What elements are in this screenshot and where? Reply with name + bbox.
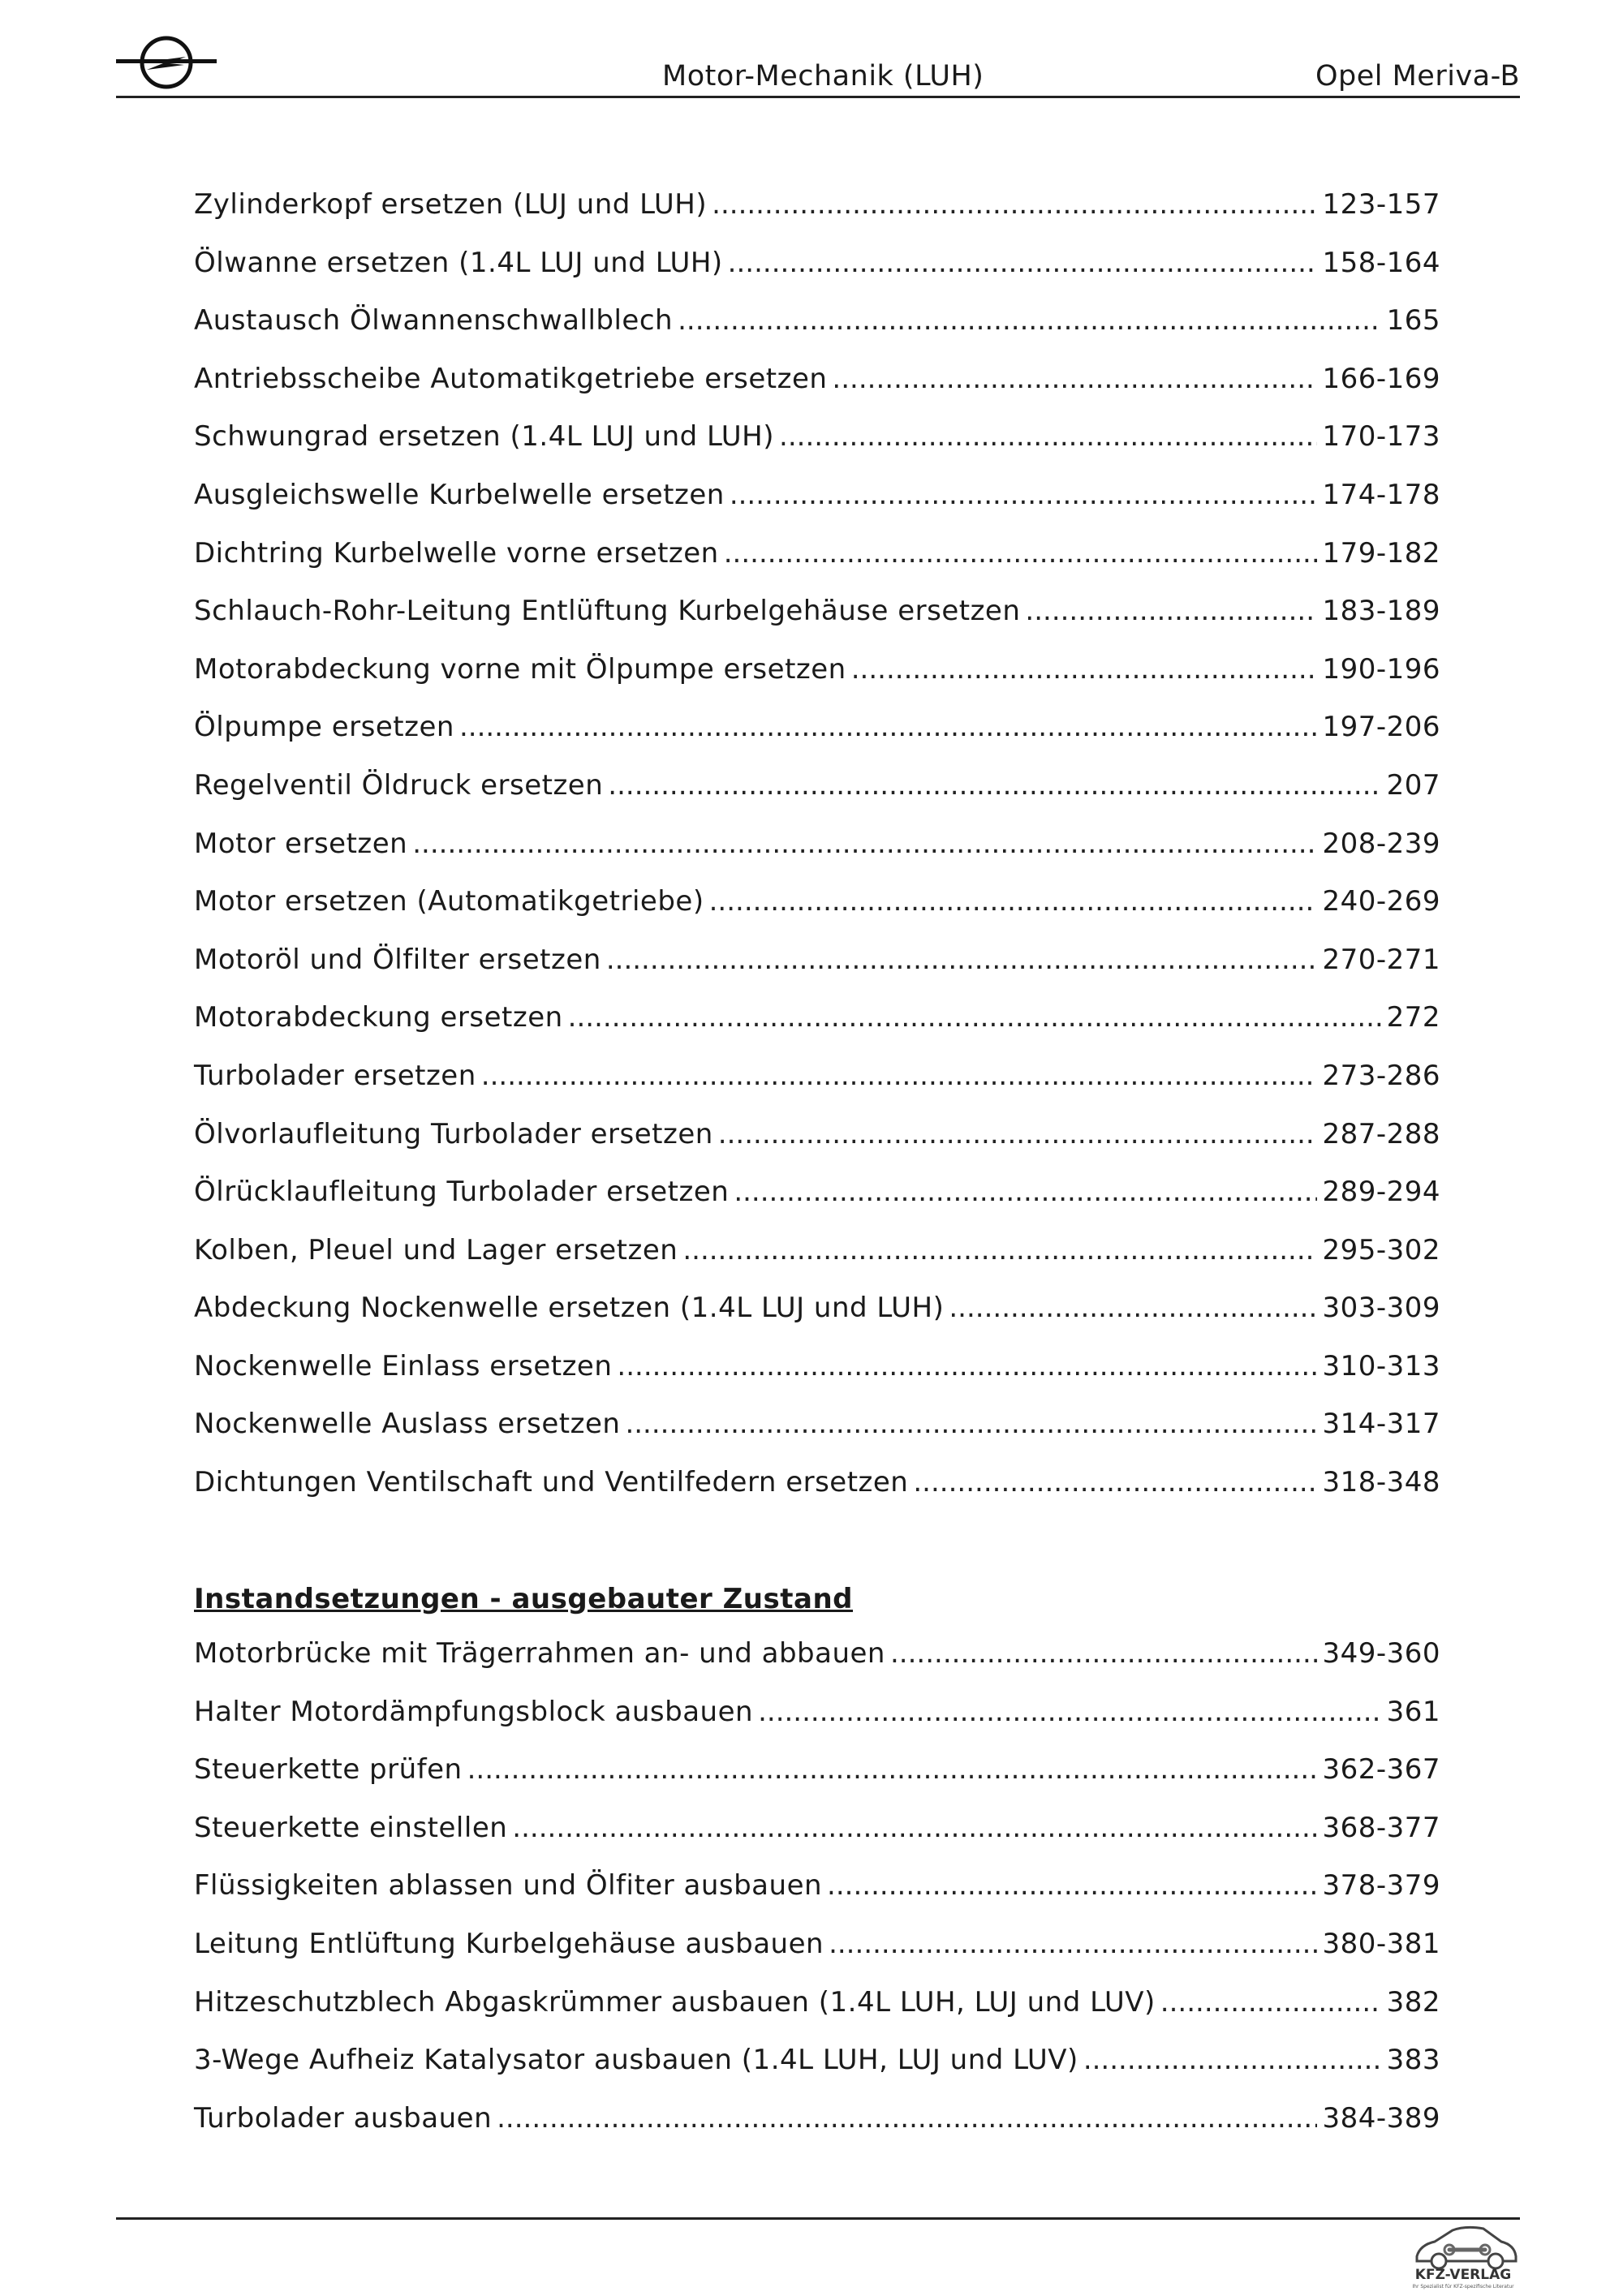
toc-entry-pages: 170-173 bbox=[1322, 420, 1440, 454]
toc-entry[interactable] bbox=[194, 537, 1440, 595]
dot-leader bbox=[625, 1408, 1317, 1440]
toc-entry-title: Abdeckung Nockenwelle ersetzen (1.4L LUJ und LUH) bbox=[194, 1292, 945, 1325]
toc-entry-pages: 289-294 bbox=[1322, 1176, 1440, 1209]
toc-entry-title: Regelventil Öldruck ersetzen bbox=[194, 768, 604, 802]
toc-entry-title: Steuerkette einstellen bbox=[194, 1811, 508, 1844]
toc-entry[interactable] bbox=[194, 247, 1440, 305]
toc-entry-title: Turbolader ersetzen bbox=[194, 1059, 476, 1092]
toc-entry-pages: 165 bbox=[1386, 304, 1440, 338]
toc-entry[interactable] bbox=[194, 1928, 1440, 1986]
toc-entry[interactable] bbox=[194, 420, 1440, 479]
opel-logo bbox=[116, 32, 217, 92]
toc-entry-pages: 179-182 bbox=[1322, 536, 1440, 570]
toc-entry-pages: 382 bbox=[1386, 1985, 1440, 2019]
toc-entry-pages: 368-377 bbox=[1322, 1811, 1440, 1844]
toc-entry[interactable] bbox=[194, 188, 1440, 247]
dot-leader bbox=[1083, 2044, 1382, 2076]
toc-entry-title: Motorabdeckung ersetzen bbox=[194, 1001, 563, 1034]
toc-list bbox=[194, 188, 1440, 1524]
toc-entry-pages: 362-367 bbox=[1322, 1753, 1440, 1786]
dot-leader bbox=[829, 1928, 1317, 1960]
toc-entry-pages: 270-271 bbox=[1322, 943, 1440, 976]
dot-leader bbox=[459, 711, 1317, 743]
toc-entry-pages: 208-239 bbox=[1322, 827, 1440, 860]
page-footer-rule bbox=[116, 2217, 1520, 2220]
dot-leader bbox=[718, 1118, 1318, 1150]
toc-entry-pages: 310-313 bbox=[1322, 1349, 1440, 1382]
toc-entry[interactable] bbox=[194, 1637, 1440, 1696]
dot-leader bbox=[606, 944, 1318, 976]
toc-entry[interactable] bbox=[194, 653, 1440, 712]
toc-entry-title: Antriebsscheibe Automatikgetriebe ersetzen bbox=[194, 362, 828, 395]
header-title: Motor-Mechanik (LUH) bbox=[662, 60, 984, 92]
dot-leader bbox=[827, 1869, 1317, 1902]
dot-leader bbox=[730, 479, 1318, 511]
toc-entry-pages: 380-381 bbox=[1322, 1927, 1440, 1960]
toc-entry-title: Dichtring Kurbelwelle vorne ersetzen bbox=[194, 536, 719, 570]
toc-entry-pages: 190-196 bbox=[1322, 652, 1440, 686]
toc-entry-title: Steuerkette prüfen bbox=[194, 1753, 463, 1786]
toc-entry[interactable] bbox=[194, 1408, 1440, 1466]
toc-entry[interactable] bbox=[194, 1176, 1440, 1234]
toc-entry[interactable] bbox=[194, 1118, 1440, 1176]
toc-entry-title: Austausch Ölwannenschwallblech bbox=[194, 304, 674, 338]
toc-entry[interactable] bbox=[194, 304, 1440, 363]
dot-leader bbox=[497, 2102, 1317, 2135]
toc-entry-title: Motorbrücke mit Trägerrahmen an- und abbauen bbox=[194, 1637, 885, 1670]
toc-entry-pages: 383 bbox=[1386, 2044, 1440, 2077]
toc-list-section-2 bbox=[194, 1637, 1440, 2160]
toc-entry[interactable] bbox=[194, 711, 1440, 769]
toc-entry[interactable] bbox=[194, 2044, 1440, 2102]
dot-leader bbox=[682, 1234, 1317, 1266]
toc-entry[interactable] bbox=[194, 1350, 1440, 1408]
dot-leader bbox=[734, 1176, 1317, 1208]
toc-entry-title: Motor ersetzen (Automatikgetriebe) bbox=[194, 885, 704, 918]
header-model: Opel Meriva-B bbox=[1315, 60, 1520, 92]
dot-leader bbox=[678, 304, 1381, 337]
toc-entry-title: Ölvorlaufleitung Turbolader ersetzen bbox=[194, 1117, 713, 1150]
dot-leader bbox=[467, 1753, 1318, 1786]
dot-leader bbox=[568, 1001, 1382, 1034]
kfz-verlag-logo bbox=[1402, 2221, 1524, 2290]
toc-entry[interactable] bbox=[194, 1696, 1440, 1754]
toc-entry-pages: 295-302 bbox=[1322, 1233, 1440, 1266]
toc-entry-pages: 318-348 bbox=[1322, 1466, 1440, 1499]
toc-entry-pages: 123-157 bbox=[1322, 188, 1440, 221]
toc-entry-title: Ölwanne ersetzen (1.4L LUJ und LUH) bbox=[194, 246, 723, 279]
toc-entry-pages: 166-169 bbox=[1322, 362, 1440, 395]
toc-entry-pages: 272 bbox=[1386, 1001, 1440, 1034]
dot-leader bbox=[758, 1696, 1382, 1728]
toc-entry[interactable] bbox=[194, 1812, 1440, 1870]
dot-leader bbox=[728, 247, 1318, 279]
toc-entry-title: Hitzeschutzblech Abgaskrümmer ausbauen (1.4L LUH, LUJ und LUV) bbox=[194, 1985, 1156, 2019]
toc-entry-title: Turbolader ausbauen bbox=[194, 2101, 493, 2135]
toc-entry-pages: 378-379 bbox=[1322, 1869, 1440, 1903]
toc-entry[interactable] bbox=[194, 885, 1440, 944]
toc-entry-title: Zylinderkopf ersetzen (LUJ und LUH) bbox=[194, 188, 708, 221]
dot-leader bbox=[913, 1466, 1317, 1498]
toc-entry-pages: 240-269 bbox=[1322, 885, 1440, 918]
toc-entry[interactable] bbox=[194, 595, 1440, 653]
toc-entry-pages: 183-189 bbox=[1322, 595, 1440, 628]
toc-entry[interactable] bbox=[194, 1001, 1440, 1060]
svg-text:Ihr Spezialist für KFZ-spezifi: Ihr Spezialist für KFZ-spezifische Literatur bbox=[1412, 2284, 1514, 2290]
dot-leader bbox=[412, 828, 1317, 860]
dot-leader bbox=[851, 653, 1318, 686]
dot-leader bbox=[481, 1060, 1318, 1092]
toc-entry-title: Nockenwelle Einlass ersetzen bbox=[194, 1349, 613, 1382]
toc-entry-pages: 303-309 bbox=[1322, 1292, 1440, 1325]
toc-entry-title: Motor ersetzen bbox=[194, 827, 408, 860]
dot-leader bbox=[724, 537, 1318, 570]
toc-entry[interactable] bbox=[194, 1292, 1440, 1350]
page-header bbox=[116, 32, 1520, 98]
toc-entry-title: Dichtungen Ventilschaft und Ventilfedern ersetzen bbox=[194, 1466, 909, 1499]
toc-entry-title: Kolben, Pleuel und Lager ersetzen bbox=[194, 1233, 678, 1266]
toc-entry-title: Halter Motordämpfungsblock ausbauen bbox=[194, 1695, 754, 1728]
toc-entry-pages: 349-360 bbox=[1322, 1637, 1440, 1670]
toc-entry[interactable] bbox=[194, 828, 1440, 886]
toc-entry-title: Ölrücklaufleitung Turbolader ersetzen bbox=[194, 1176, 730, 1209]
svg-text:KFZ-VERLAG: KFZ-VERLAG bbox=[1414, 2267, 1512, 2283]
toc-entry-pages: 273-286 bbox=[1322, 1059, 1440, 1092]
dot-leader bbox=[608, 769, 1381, 802]
section-heading: Instandsetzungen - ausgebauter Zustand bbox=[194, 1583, 853, 1615]
dot-leader bbox=[890, 1637, 1317, 1670]
toc-entry-title: Motoröl und Ölfilter ersetzen bbox=[194, 943, 601, 976]
dot-leader bbox=[512, 1812, 1317, 1844]
toc-entry[interactable] bbox=[194, 944, 1440, 1002]
dot-leader bbox=[1025, 595, 1317, 627]
toc-entry-pages: 174-178 bbox=[1322, 478, 1440, 511]
toc-entry-pages: 207 bbox=[1386, 768, 1440, 802]
toc-entry-title: Nockenwelle Auslass ersetzen bbox=[194, 1408, 621, 1441]
toc-entry-title: Flüssigkeiten ablassen und Ölfiter ausbauen bbox=[194, 1869, 823, 1903]
toc-entry[interactable] bbox=[194, 1986, 1440, 2044]
dot-leader bbox=[712, 188, 1317, 221]
toc-entry[interactable] bbox=[194, 1466, 1440, 1524]
toc-entry-pages: 361 bbox=[1386, 1695, 1440, 1728]
dot-leader bbox=[832, 363, 1317, 395]
dot-leader bbox=[949, 1292, 1317, 1324]
toc-entry-pages: 197-206 bbox=[1322, 711, 1440, 744]
toc-entry[interactable] bbox=[194, 479, 1440, 537]
toc-entry[interactable] bbox=[194, 1753, 1440, 1812]
toc-entry[interactable] bbox=[194, 2102, 1440, 2161]
toc-entry[interactable] bbox=[194, 1060, 1440, 1118]
toc-entry-pages: 287-288 bbox=[1322, 1117, 1440, 1150]
toc-entry-title: Motorabdeckung vorne mit Ölpumpe ersetzen bbox=[194, 652, 846, 686]
toc-entry[interactable] bbox=[194, 363, 1440, 421]
dot-leader bbox=[617, 1350, 1317, 1382]
toc-entry[interactable] bbox=[194, 769, 1440, 828]
toc-entry-pages: 158-164 bbox=[1322, 246, 1440, 279]
toc-entry-pages: 384-389 bbox=[1322, 2101, 1440, 2135]
toc-entry-title: Leitung Entlüftung Kurbelgehäuse ausbauen bbox=[194, 1927, 824, 1960]
toc-entry-title: Ausgleichswelle Kurbelwelle ersetzen bbox=[194, 478, 725, 511]
toc-entry-title: Ölpumpe ersetzen bbox=[194, 711, 454, 744]
toc-entry[interactable] bbox=[194, 1869, 1440, 1928]
toc-entry-title: 3-Wege Aufheiz Katalysator ausbauen (1.4L LUH, LUJ und LUV) bbox=[194, 2044, 1078, 2077]
dot-leader bbox=[779, 420, 1317, 453]
dot-leader bbox=[1160, 1986, 1382, 2019]
toc-entry-title: Schwungrad ersetzen (1.4L LUJ und LUH) bbox=[194, 420, 775, 454]
toc-entry-pages: 314-317 bbox=[1322, 1408, 1440, 1441]
toc-entry-title: Schlauch-Rohr-Leitung Entlüftung Kurbelgehäuse ersetzen bbox=[194, 595, 1021, 628]
dot-leader bbox=[709, 885, 1318, 918]
toc-entry[interactable] bbox=[194, 1234, 1440, 1292]
